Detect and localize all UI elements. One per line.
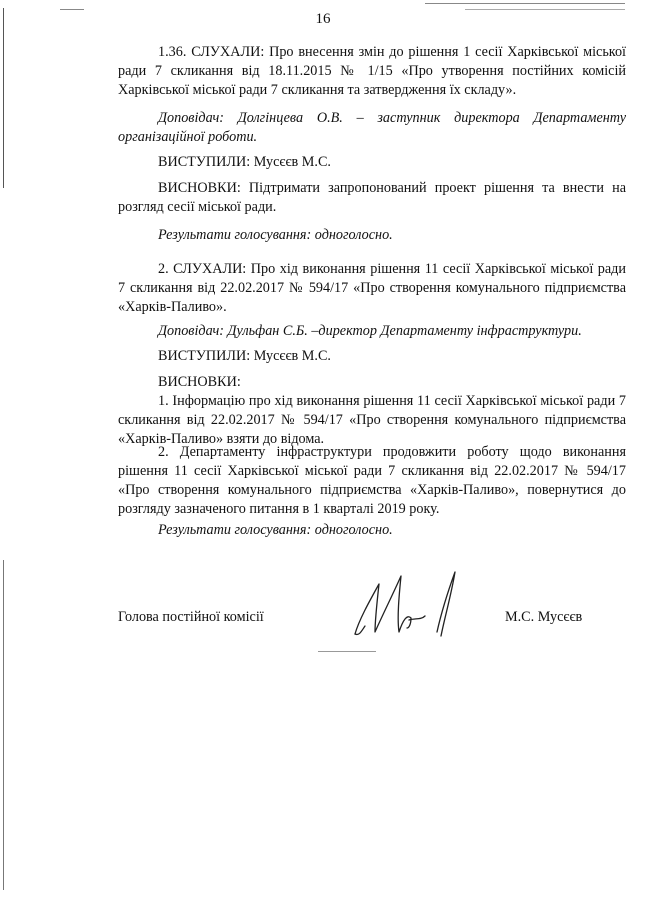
item-2-conclusion-1: 1. Інформацію про хід виконання рішення 11 сесії Харківської міської ради 7 скликання від 22.02.2017 № 594/17 «Про створення комунального підприємства «Харків-Паливо» взяти до відома. [118, 393, 626, 447]
scan-top-line [425, 3, 625, 4]
item-2-spoke: ВИСТУПИЛИ: Мусєєв М.С. [158, 348, 331, 364]
item-2-conclusion-2: 2. Департаменту інфраструктури продовжити роботу щодо виконання рішення 11 сесії Харківської міської ради 7 скликання від 22.02.2017 № 594/17 «Про створення комунального підприємства «Харків-Паливо», повернутися до розгляду зазначеного питання в 1 кварталі 2019 року. [118, 444, 626, 517]
scan-edge-line [3, 8, 4, 188]
item-136-spoke: ВИСТУПИЛИ: Мусєєв М.С. [158, 154, 331, 170]
item-2-heard: 2. СЛУХАЛИ: Про хід виконання рішення 11 сесії Харківської міської ради 7 скликання від 22.02.2017 № 594/17 «Про створення комунального підприємства «Харків-Паливо». [118, 261, 626, 315]
scan-mark [318, 651, 376, 652]
scan-top-line [465, 9, 625, 10]
item-136-conclusions: ВИСНОВКИ: Підтримати запропонований проект рішення та внести на розгляд сесії міської ради. [118, 180, 626, 215]
item-136-vote: Результати голосування: одноголосно. [158, 227, 393, 243]
item-136-heard: 1.36. СЛУХАЛИ: Про внесення змін до рішення 1 сесії Харківської міської ради 7 скликання від 18.11.2015 № 1/15 «Про утворення постійних комісій Харківської міської ради 7 скликання та затвердження їх складу». [118, 44, 626, 98]
item-136-speaker: Доповідач: Долгінцева О.В. – заступник директора Департаменту організаційної роботи. [118, 110, 626, 145]
scan-edge-line [3, 560, 4, 890]
signatory-name: М.С. Мусєєв [505, 609, 583, 625]
item-2-vote: Результати голосування: одноголосно. [158, 522, 393, 538]
scan-top-line [60, 9, 84, 10]
item-2-speaker: Доповідач: Дульфан С.Б. –директор Департаменту інфраструктури. [158, 323, 582, 339]
item-2-conclusions-heading: ВИСНОВКИ: [158, 374, 241, 390]
page-number: 16 [315, 11, 331, 27]
signatory-title: Голова постійної комісії [118, 609, 264, 625]
handwritten-signature [345, 562, 475, 662]
